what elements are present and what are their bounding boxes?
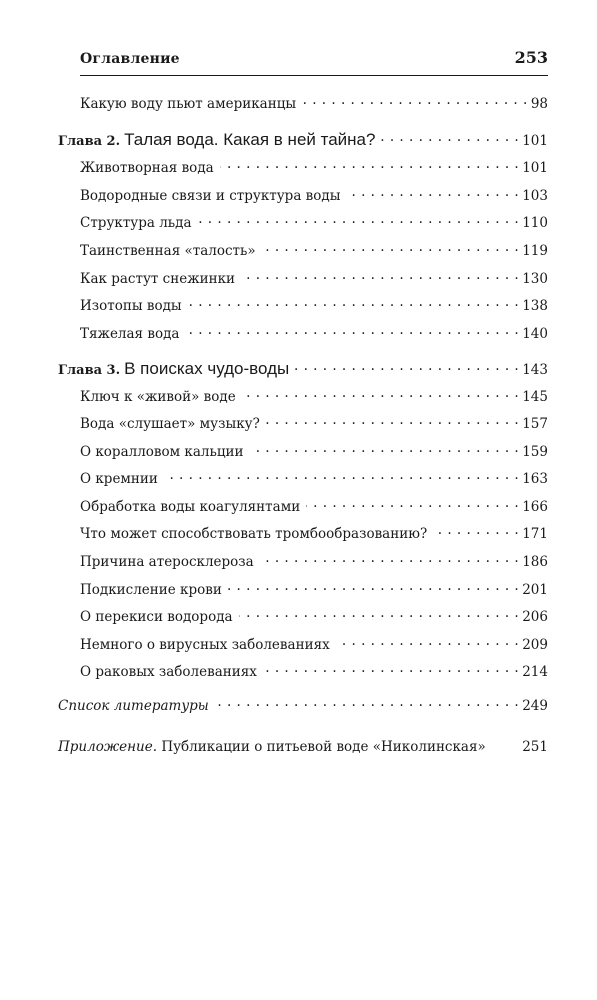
section-title: Немного о вирусных заболеваниях	[80, 636, 330, 653]
section-title: Как растут снежинки	[80, 270, 236, 287]
toc-chapter-row	[58, 359, 548, 381]
section-title: Что может способствовать тромбообразованию?	[80, 525, 428, 542]
toc-page-number: 130	[522, 270, 548, 287]
section-title: О раковых заболеваниях	[80, 663, 257, 680]
toc-page-number: 186	[522, 553, 548, 570]
dot-leader	[262, 241, 520, 255]
toc-entry	[80, 580, 548, 602]
toc-entry	[80, 94, 548, 116]
dot-leader	[164, 469, 519, 483]
section-title: Вода «слушает» музыку?	[80, 415, 260, 432]
dot-leader	[346, 186, 519, 200]
toc-entry	[80, 442, 548, 464]
toc-entry	[58, 696, 548, 718]
toc-entry	[80, 213, 548, 235]
toc-entry	[80, 241, 548, 263]
toc-page-number: 143	[522, 362, 548, 378]
dot-leader	[239, 607, 520, 621]
dot-leader	[295, 361, 519, 375]
dot-leader	[228, 580, 519, 594]
toc-entry	[80, 497, 548, 519]
section-title: Животворная вода	[80, 159, 214, 176]
toc-page-number: 103	[522, 187, 548, 204]
toc-entry	[80, 269, 548, 291]
dot-leader	[260, 552, 520, 566]
toc-page-number: 101	[522, 133, 548, 149]
toc-entry	[80, 469, 548, 491]
toc-page-number: 206	[522, 608, 548, 625]
section-title: Таинственная «талость»	[80, 242, 256, 259]
toc-page-number: 209	[522, 636, 548, 653]
section-title: О перекиси водорода	[80, 608, 233, 625]
dot-leader	[306, 497, 519, 511]
toc-page-number: 214	[522, 663, 548, 680]
bibliography-label: Список литературы	[58, 697, 209, 714]
dot-leader	[242, 387, 520, 401]
toc-page-number: 140	[522, 325, 548, 342]
toc-page-number: 138	[522, 297, 548, 314]
section-title: Структура льда	[80, 214, 192, 231]
dot-leader	[220, 158, 520, 172]
dot-leader	[433, 524, 519, 538]
section-title: Причина атеросклероза	[80, 553, 254, 570]
toc-page-number: 157	[522, 415, 548, 432]
toc-entry	[80, 662, 548, 684]
toc-page-number: 119	[522, 242, 548, 259]
toc-page-number: 251	[522, 739, 548, 755]
toc-entry	[80, 186, 548, 208]
toc-page-number: 159	[522, 443, 548, 460]
toc-chapter-row	[58, 130, 548, 152]
chapter-number: Глава 2.	[58, 134, 121, 149]
dot-leader	[241, 269, 519, 283]
dot-leader	[185, 324, 519, 338]
appendix-label: Приложение.	[58, 739, 158, 755]
toc-entry	[80, 387, 548, 409]
toc-page-number: 101	[522, 159, 548, 176]
section-title: Тяжелая вода	[80, 325, 180, 342]
section-title: Изотопы воды	[80, 297, 182, 314]
section-title: О кремнии	[80, 470, 158, 487]
dot-leader	[263, 662, 519, 676]
section-title: Подкисление крови	[80, 581, 222, 598]
toc-page-number: 145	[522, 388, 548, 405]
toc-entry	[80, 296, 548, 318]
dot-leader	[381, 132, 519, 146]
dot-leader	[250, 442, 520, 456]
page-number: 253	[514, 48, 548, 67]
toc-page-number: 166	[522, 498, 548, 515]
chapter-heading	[58, 359, 289, 379]
dot-leader	[302, 94, 528, 108]
dot-leader	[266, 414, 519, 428]
toc-entry	[80, 607, 548, 629]
toc-entry	[80, 635, 548, 657]
toc-entry	[80, 324, 548, 346]
chapter-title: В поисках чудо-воды	[124, 359, 290, 378]
toc-entry	[80, 524, 548, 546]
dot-leader	[198, 213, 520, 227]
appendix-title: Публикации о питьевой воде «Николинская»	[157, 739, 486, 755]
toc-page-number: 163	[522, 470, 548, 487]
dot-leader	[188, 296, 520, 310]
chapter-heading	[58, 130, 375, 150]
chapter-title: Талая вода. Какая в ней тайна?	[124, 130, 376, 149]
section-title: Водородные связи и структура воды	[80, 187, 341, 204]
chapter-number: Глава 3.	[58, 363, 121, 378]
toc-page-number: 201	[522, 581, 548, 598]
toc-entry	[58, 739, 548, 761]
toc-page-number: 249	[522, 697, 548, 714]
toc-page-number: 98	[530, 95, 548, 112]
toc-page-number: 171	[522, 525, 548, 542]
appendix-heading	[58, 739, 486, 755]
running-header-title: Оглавление	[80, 51, 180, 67]
toc-page-number: 110	[522, 214, 548, 231]
section-title: Ключ к «живой» воде	[80, 388, 236, 405]
section-title: О коралловом кальции	[80, 443, 244, 460]
dot-leader	[336, 635, 520, 649]
section-title: Какую воду пьют американцы	[80, 95, 297, 112]
toc-entry	[80, 552, 548, 574]
toc-entry	[80, 158, 548, 180]
toc-entry	[80, 414, 548, 436]
section-title: Обработка воды коагулянтами	[80, 498, 301, 515]
dot-leader	[215, 696, 519, 710]
